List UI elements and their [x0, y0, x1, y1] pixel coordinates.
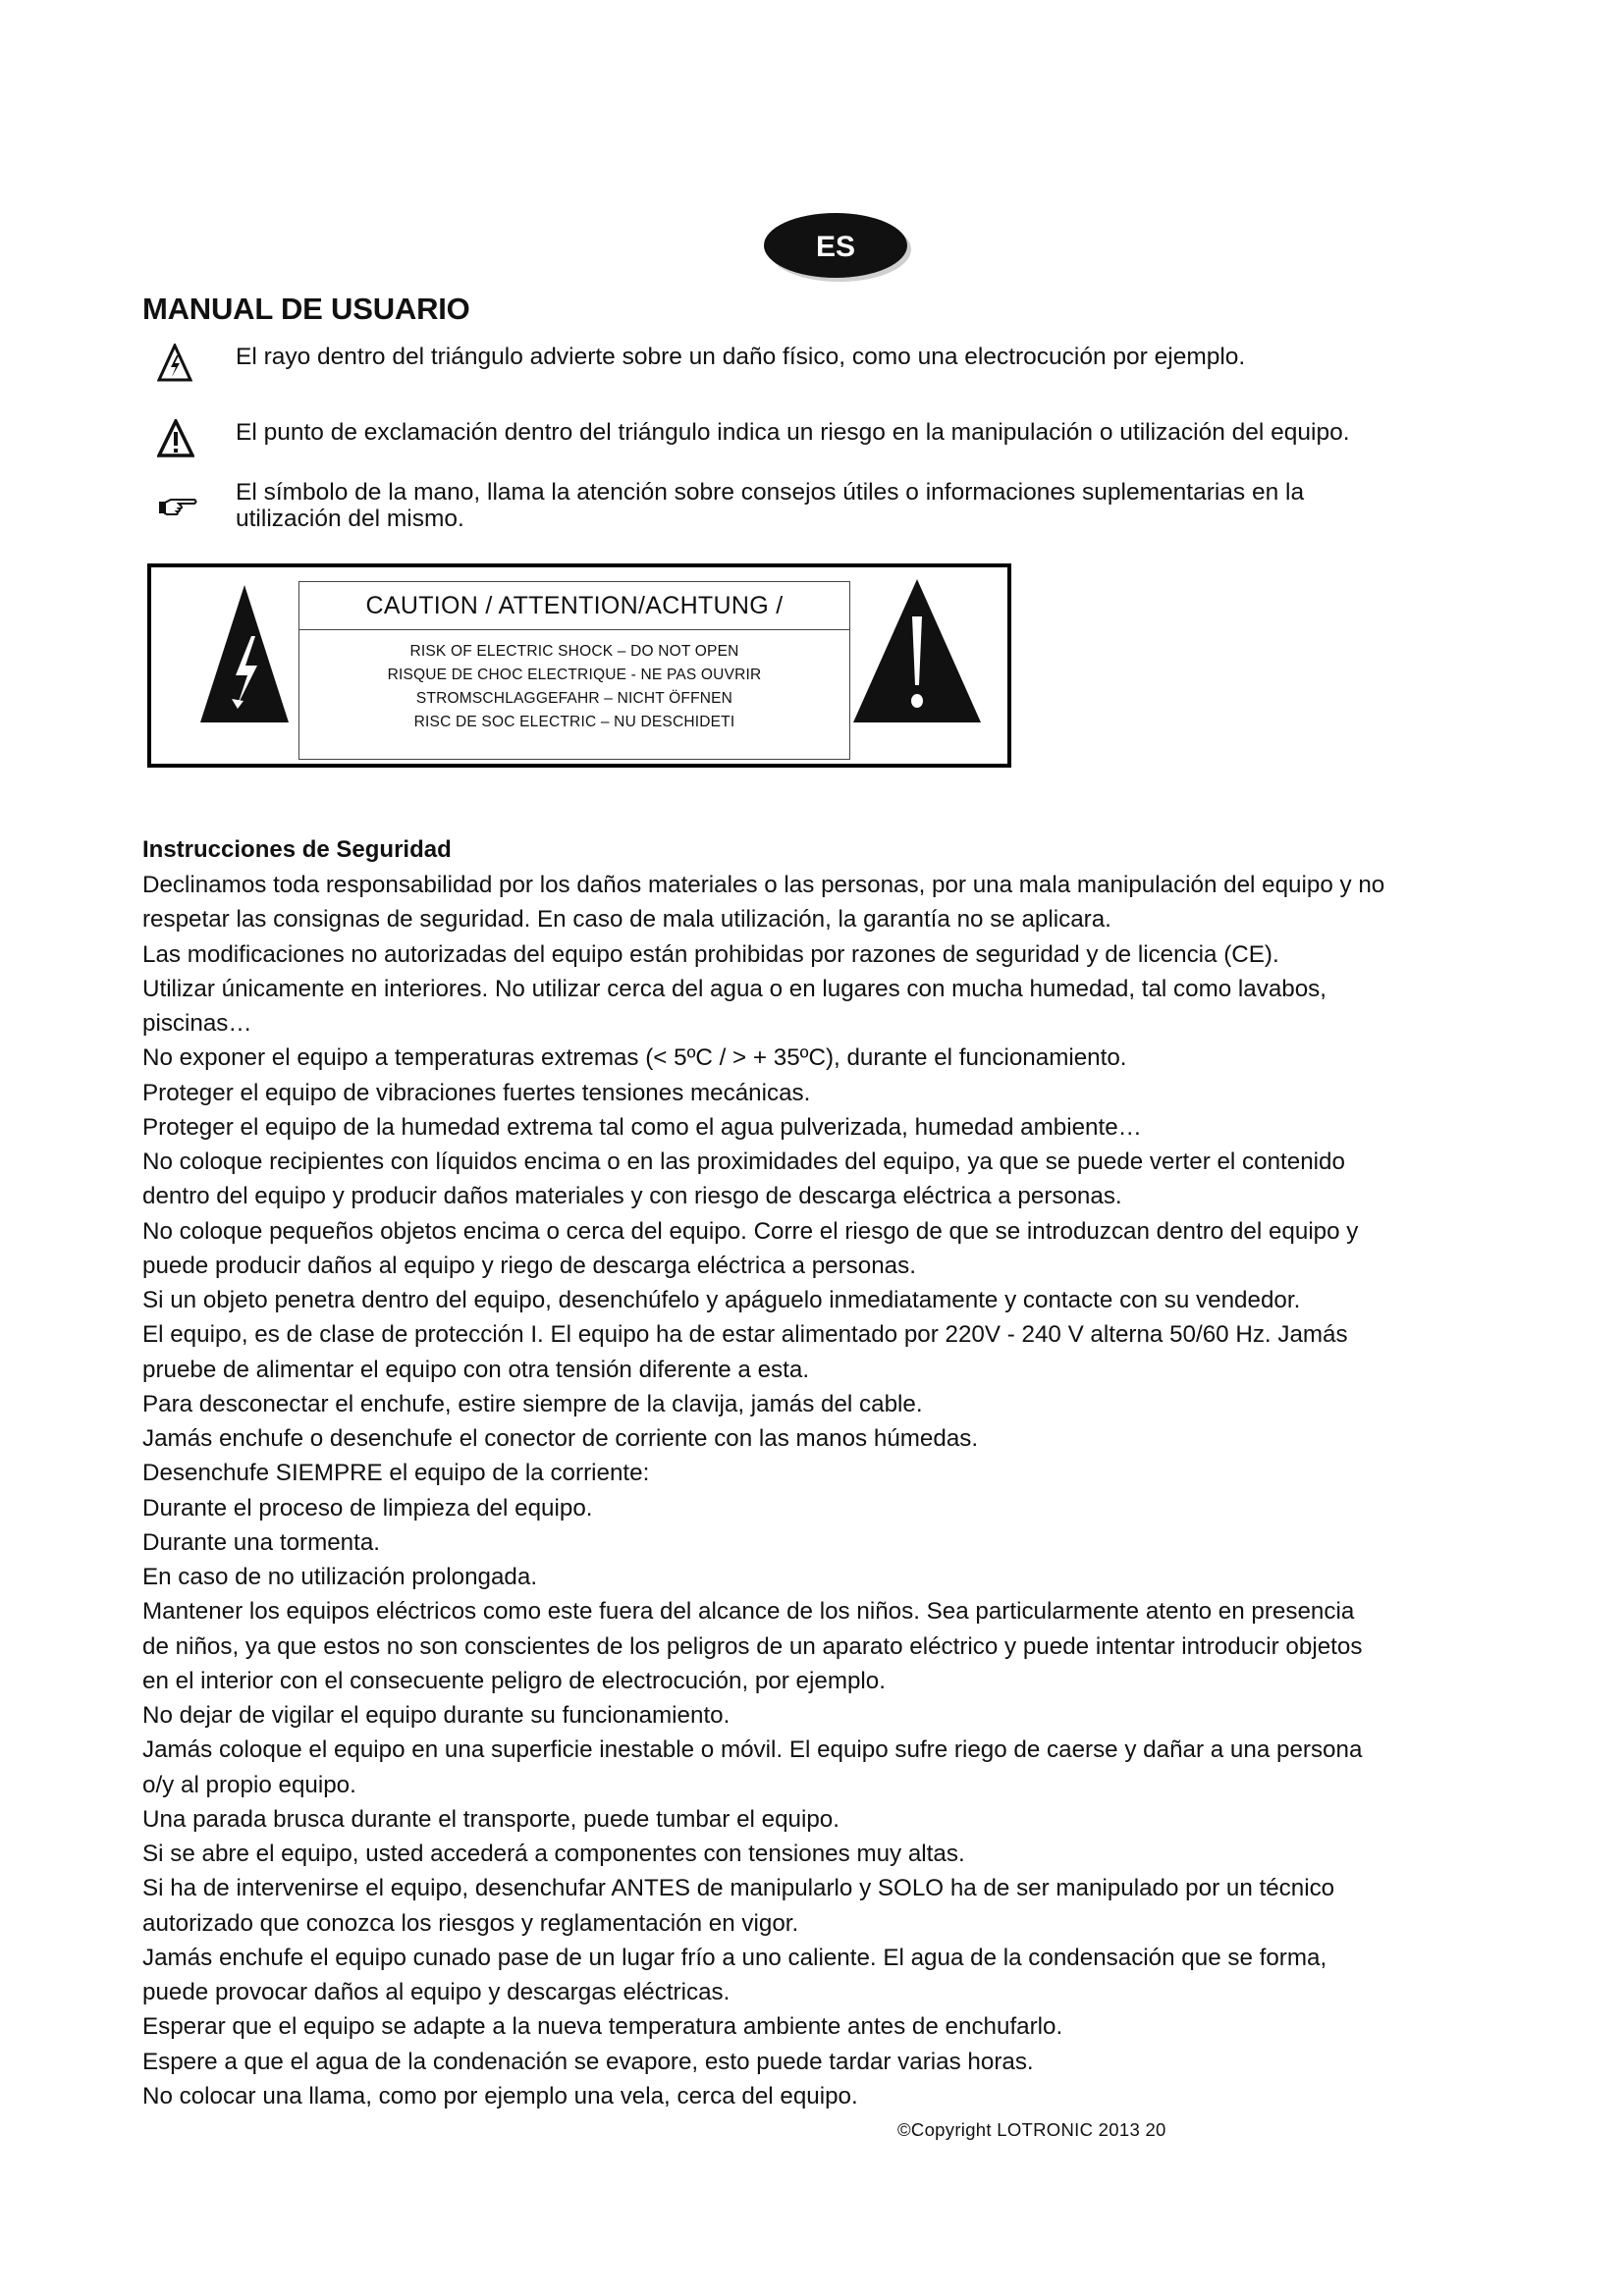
caution-line: RISK OF ELECTRIC SHOCK – DO NOT OPEN — [409, 643, 739, 660]
instruction-line: puede provocar daños al equipo y descargas eléctricas. — [142, 1979, 731, 2005]
instruction-line: No colocar una llama, como por ejemplo una vela, cerca del equipo. — [142, 2082, 858, 2109]
exclamation-warning-triangle-icon — [853, 579, 981, 722]
instruction-line: Para desconectar el enchufe, estire siempre de la clavija, jamás del cable. — [142, 1390, 923, 1417]
instruction-line: autorizado que conozca los riesgos y reglamentación en vigor. — [142, 1909, 799, 1937]
symbol-text: El punto de exclamación dentro del triángulo indica un riesgo en la manipulación o utilización del equipo. — [236, 419, 1350, 446]
footer-copyright: ©Copyright LOTRONIC 2013 20 — [897, 2119, 1166, 2140]
instruction-line: en el interior con el consecuente peligro de electrocución, por ejemplo. — [142, 1667, 886, 1694]
caution-heading: CAUTION / ATTENTION/ACHTUNG / — [299, 582, 849, 630]
caution-line: RISC DE SOC ELECTRIC – NU DESCHIDETI — [413, 714, 735, 730]
instruction-line: Si se abre el equipo, usted accederá a componentes con tensiones muy altas. — [142, 1841, 965, 1867]
symbol-text-line: utilización del mismo. — [236, 506, 464, 532]
lightning-warning-triangle-icon — [200, 585, 289, 722]
instruction-line: Proteger el equipo de la humedad extrema tal como el agua pulverizada, humedad ambiente… — [142, 1113, 1142, 1141]
exclamation-triangle-icon — [157, 419, 194, 458]
symbol-legend-exclamation — [157, 419, 1492, 458]
language-badge-text: ES — [815, 231, 856, 263]
instruction-line: No coloque recipientes con líquidos encima o en las proximidades del equipo, ya que se puede verter el contenido — [142, 1148, 1345, 1175]
instruction-line: El equipo, es de clase de protección I. El equipo ha de estar alimentado por 220V - 240 V alterna 50/60 Hz. Jamás — [142, 1321, 1348, 1349]
instruction-line: Las modificaciones no autorizadas del equipo están prohibidas por razones de seguridad y de licencia (CE). — [142, 940, 1279, 968]
instruction-line: Jamás coloque el equipo en una superficie inestable o móvil. El equipo sufre riego de caerse y dañar a una persona — [142, 1736, 1363, 1764]
instruction-line: No dejar de vigilar el equipo durante su funcionamiento. — [142, 1702, 731, 1729]
instruction-line: piscinas… — [142, 1010, 252, 1037]
instruction-line: Espere a que el agua de la condenación se evapore, esto puede tardar varias horas. — [142, 2048, 1034, 2075]
instruction-line: Mantener los equipos eléctricos como este fuera del alcance de los niños. Sea particularmente atento en presencia — [142, 1598, 1355, 1626]
instruction-line: Jamás enchufe o desenchufe el conector de corriente con las manos húmedas. — [142, 1425, 979, 1452]
instruction-line: puede producir daños al equipo y riego de descarga eléctrica a personas. — [142, 1252, 916, 1279]
instruction-line: Una parada brusca durante el transporte, puede tumbar el equipo. — [142, 1805, 839, 1833]
instruction-line: respetar las consignas de seguridad. En caso de mala utilización, la garantía no se aplicara. — [142, 906, 1111, 934]
instruction-line: Durante el proceso de limpieza del equipo. — [142, 1494, 593, 1522]
caution-line: RISQUE DE CHOC ELECTRIQUE - NE PAS OUVRIR — [387, 667, 762, 683]
instruction-line: Si un objeto penetra dentro del equipo, desenchúfelo y apáguelo inmediatamente y contacte con su vendedor. — [142, 1287, 1301, 1313]
instruction-line: Jamás enchufe el equipo cunado pase de un lugar frío a uno caliente. El agua de la condensación que se forma, — [142, 1944, 1327, 1971]
symbol-legend-hand — [157, 479, 1492, 532]
caution-text-box — [298, 581, 850, 760]
instruction-line: o/y al propio equipo. — [142, 1771, 356, 1798]
language-badge — [762, 207, 913, 286]
pointing-hand-icon — [157, 494, 198, 517]
caution-line: STROMSCHLAGGEFAHR – NICHT ÖFFNEN — [415, 690, 733, 707]
instruction-line: Esperar que el equipo se adapte a la nueva temperatura ambiente antes de enchufarlo. — [142, 2013, 1063, 2041]
lightning-triangle-icon — [157, 344, 192, 383]
instruction-line: dentro del equipo y producir daños materiales y con riesgo de descarga eléctrica a personas. — [142, 1183, 1122, 1210]
instruction-line: Utilizar únicamente en interiores. No utilizar cerca del agua o en lugares con mucha humedad, tal como lavabos, — [142, 975, 1326, 1002]
instruction-line: No exponer el equipo a temperaturas extremas (< 5ºC / > + 35ºC), durante el funcionamiento. — [142, 1044, 1127, 1072]
instruction-line: de niños, ya que estos no son conscientes de los peligros de un aparato eléctrico y puede intentar introducir objetos — [142, 1632, 1363, 1660]
instruction-line: Si ha de intervenirse el equipo, desenchufar ANTES de manipularlo y SOLO ha de ser manipulado por un técnico — [142, 1875, 1335, 1902]
symbol-text-line: El símbolo de la mano, llama la atención sobre consejos útiles o informaciones suplementarias en la — [236, 479, 1305, 506]
section-title: Instrucciones de Seguridad — [142, 836, 452, 863]
caution-label — [147, 563, 1011, 768]
instruction-line: No coloque pequeños objetos encima o cerca del equipo. Corre el riesgo de que se introduzcan dentro del equipo y — [142, 1217, 1359, 1245]
instruction-line: Desenchufe SIEMPRE el equipo de la corriente: — [142, 1460, 650, 1487]
page-title: MANUAL DE USUARIO — [142, 292, 470, 326]
instruction-line: Proteger el equipo de vibraciones fuertes tensiones mecánicas. — [142, 1079, 811, 1106]
instruction-line: Declinamos toda responsabilidad por los daños materiales o las personas, por una mala manipulación del equipo y no — [142, 872, 1385, 898]
instruction-line: En caso de no utilización prolongada. — [142, 1564, 538, 1590]
instruction-line: Durante una tormenta. — [142, 1528, 381, 1556]
symbol-text: El rayo dentro del triángulo advierte sobre un daño físico, como una electrocución por ejemplo. — [236, 344, 1246, 370]
symbol-legend-lightning — [157, 344, 1492, 383]
instruction-line: pruebe de alimentar el equipo con otra tensión diferente a esta. — [142, 1356, 810, 1383]
safety-instructions — [142, 868, 1517, 2113]
